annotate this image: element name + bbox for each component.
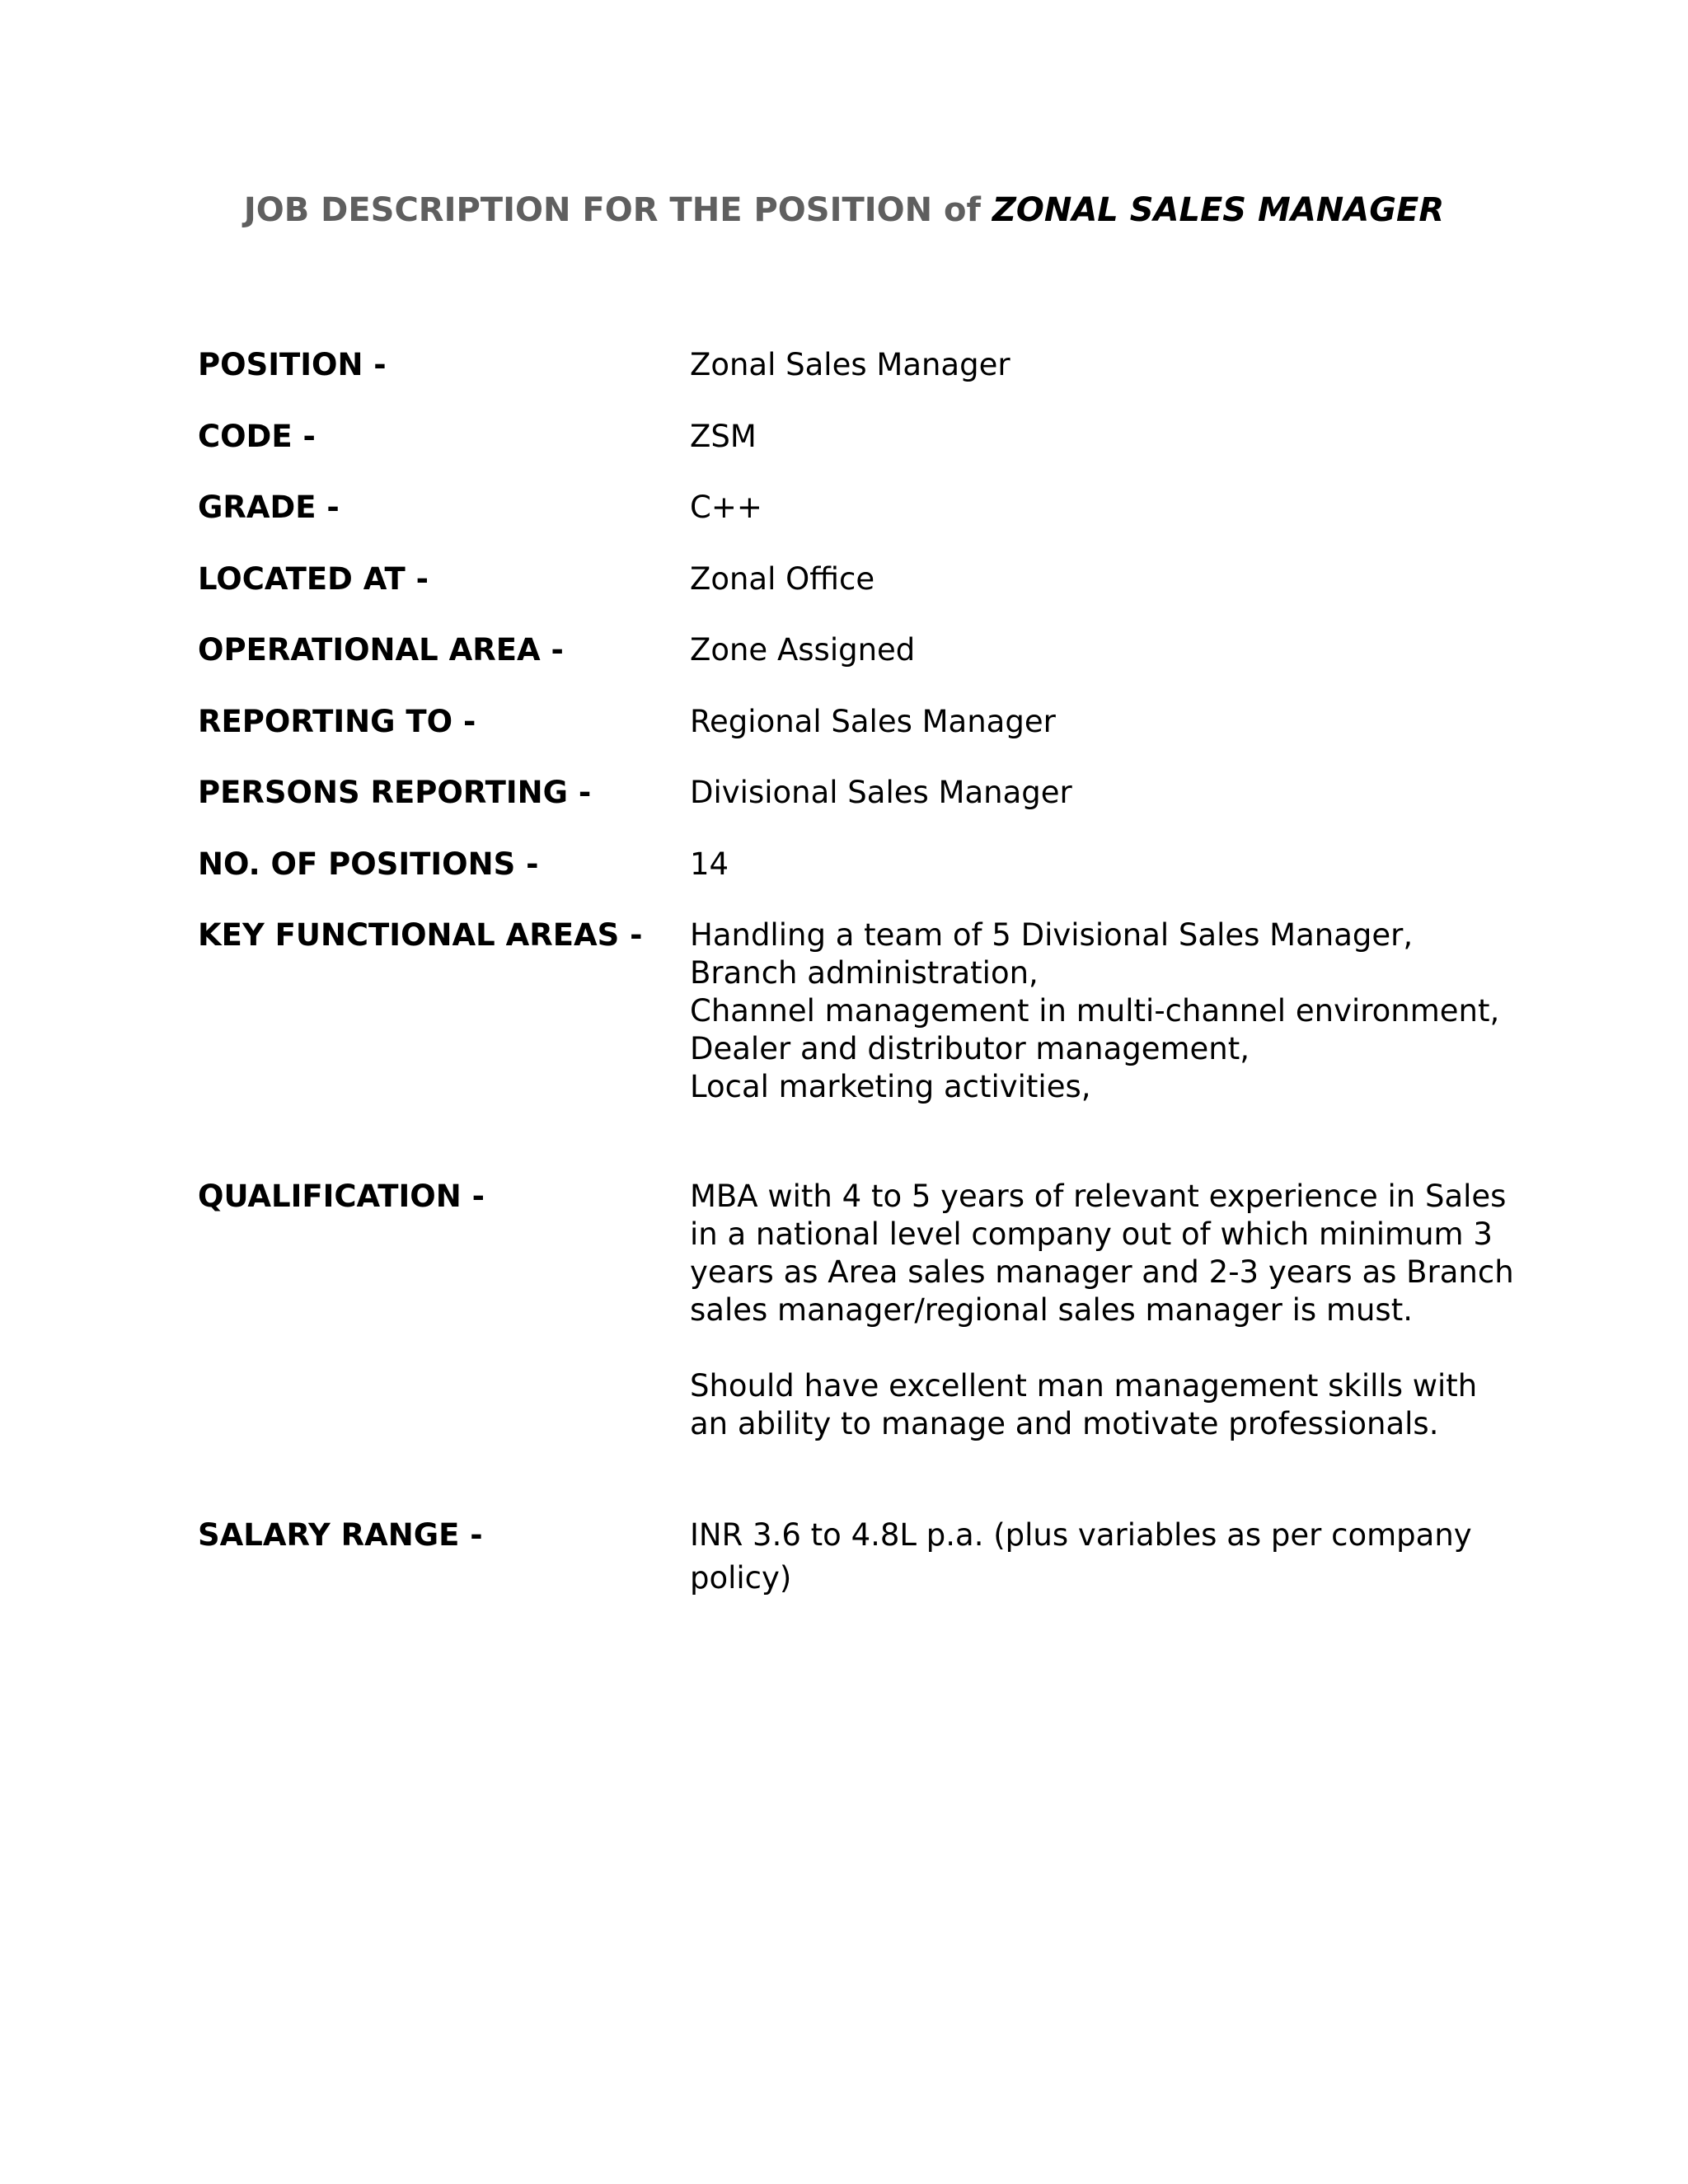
key-functional-area-item: Dealer and distributor management,	[690, 1031, 1250, 1066]
located-at-label: LOCATED AT -	[198, 561, 429, 597]
operational-area-label: OPERATIONAL AREA -	[198, 632, 564, 668]
located-at-value: Zonal Office	[690, 561, 875, 597]
salary-range-value: INR 3.6 to 4.8L p.a. (plus variables as per company policy)	[690, 1517, 1472, 1596]
title-prefix: JOB DESCRIPTION FOR THE POSITION of	[243, 191, 981, 229]
qualification-paragraph: MBA with 4 to 5 years of relevant experience in Sales in a national level company out of which minimum 3 years as Area sales manager and 2-3 years as Branch sales manager/regional sales manager is must.	[690, 1179, 1514, 1328]
position-value: Zonal Sales Manager	[690, 347, 1010, 382]
no-of-positions-value: 14	[690, 846, 729, 882]
code-label: CODE -	[198, 419, 316, 454]
salary-range-label: SALARY RANGE -	[198, 1517, 483, 1553]
key-functional-area-item: Handling a team of 5 Divisional Sales Manager,	[690, 917, 1414, 953]
key-functional-area-item: Local marketing activities,	[690, 1069, 1091, 1104]
grade-label: GRADE -	[198, 490, 340, 525]
qualification-value	[690, 1178, 1514, 1443]
code-value: ZSM	[690, 419, 757, 454]
reporting-to-value: Regional Sales Manager	[690, 704, 1056, 739]
key-functional-areas-label: KEY FUNCTIONAL AREAS -	[198, 917, 643, 953]
persons-reporting-value: Divisional Sales Manager	[690, 775, 1072, 810]
key-functional-area-item: Branch administration,	[690, 955, 1039, 991]
operational-area-value: Zone Assigned	[690, 632, 916, 668]
document-title	[0, 191, 1688, 229]
key-functional-areas-value	[690, 916, 1514, 1106]
persons-reporting-label: PERSONS REPORTING -	[198, 775, 592, 810]
key-functional-area-item: Channel management in multi-channel environment,	[690, 993, 1500, 1029]
position-label: POSITION -	[198, 347, 387, 382]
qualification-paragraph: Should have excellent man management skills with an ability to manage and motivate professionals.	[690, 1368, 1478, 1441]
no-of-positions-label: NO. OF POSITIONS -	[198, 846, 539, 882]
qualification-label: QUALIFICATION -	[198, 1179, 485, 1214]
grade-value: C++	[690, 490, 762, 525]
reporting-to-label: REPORTING TO -	[198, 704, 476, 739]
title-position-name: ZONAL SALES MANAGER	[992, 191, 1445, 229]
